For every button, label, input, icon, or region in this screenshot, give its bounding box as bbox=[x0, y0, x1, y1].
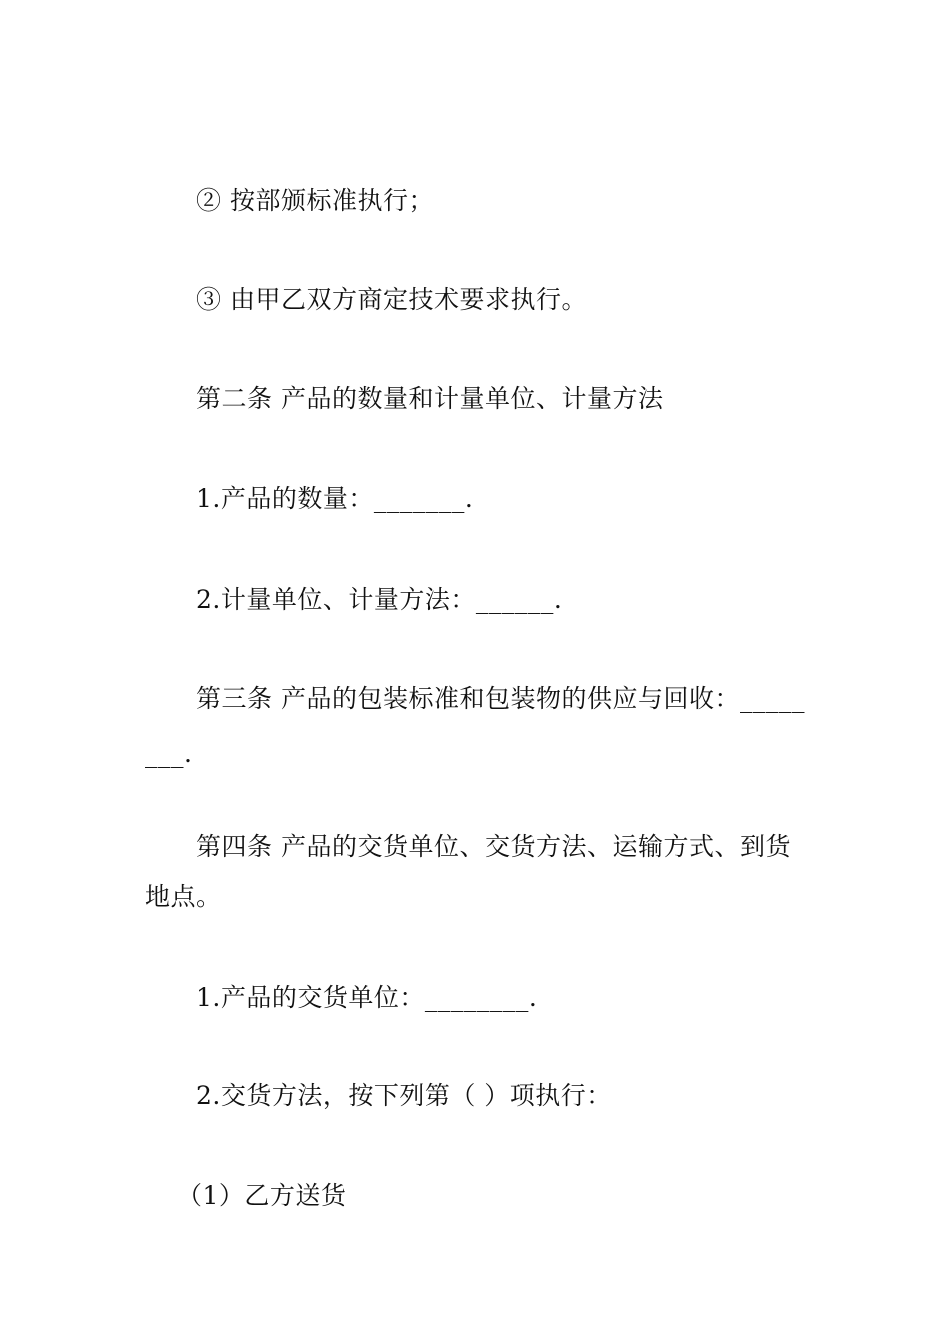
article-2-item-1: 1.产品的数量：_______. bbox=[196, 484, 474, 513]
article-4-heading: 第四条 产品的交货单位、交货方法、运输方式、到货 bbox=[196, 832, 791, 861]
clause-item-3: ③ 由甲乙双方商定技术要求执行。 bbox=[196, 285, 587, 314]
article-3-heading: 第三条 产品的包装标准和包装物的供应与回收：_____ bbox=[196, 684, 805, 713]
clause-item-2: ② 按部颁标准执行； bbox=[196, 186, 434, 215]
article-3-heading-continuation: ___. bbox=[145, 739, 193, 768]
article-4-item-1: 1.产品的交货单位：________. bbox=[196, 983, 538, 1012]
article-4-heading-continuation: 地点。 bbox=[145, 882, 222, 911]
article-2-item-2: 2.计量单位、计量方法：______. bbox=[196, 585, 563, 614]
article-2-heading: 第二条 产品的数量和计量单位、计量方法 bbox=[196, 384, 664, 413]
article-4-item-2-option-1: （1）乙方送货 bbox=[177, 1181, 347, 1210]
article-4-item-2: 2.交货方法，按下列第（ ）项执行： bbox=[196, 1081, 612, 1110]
